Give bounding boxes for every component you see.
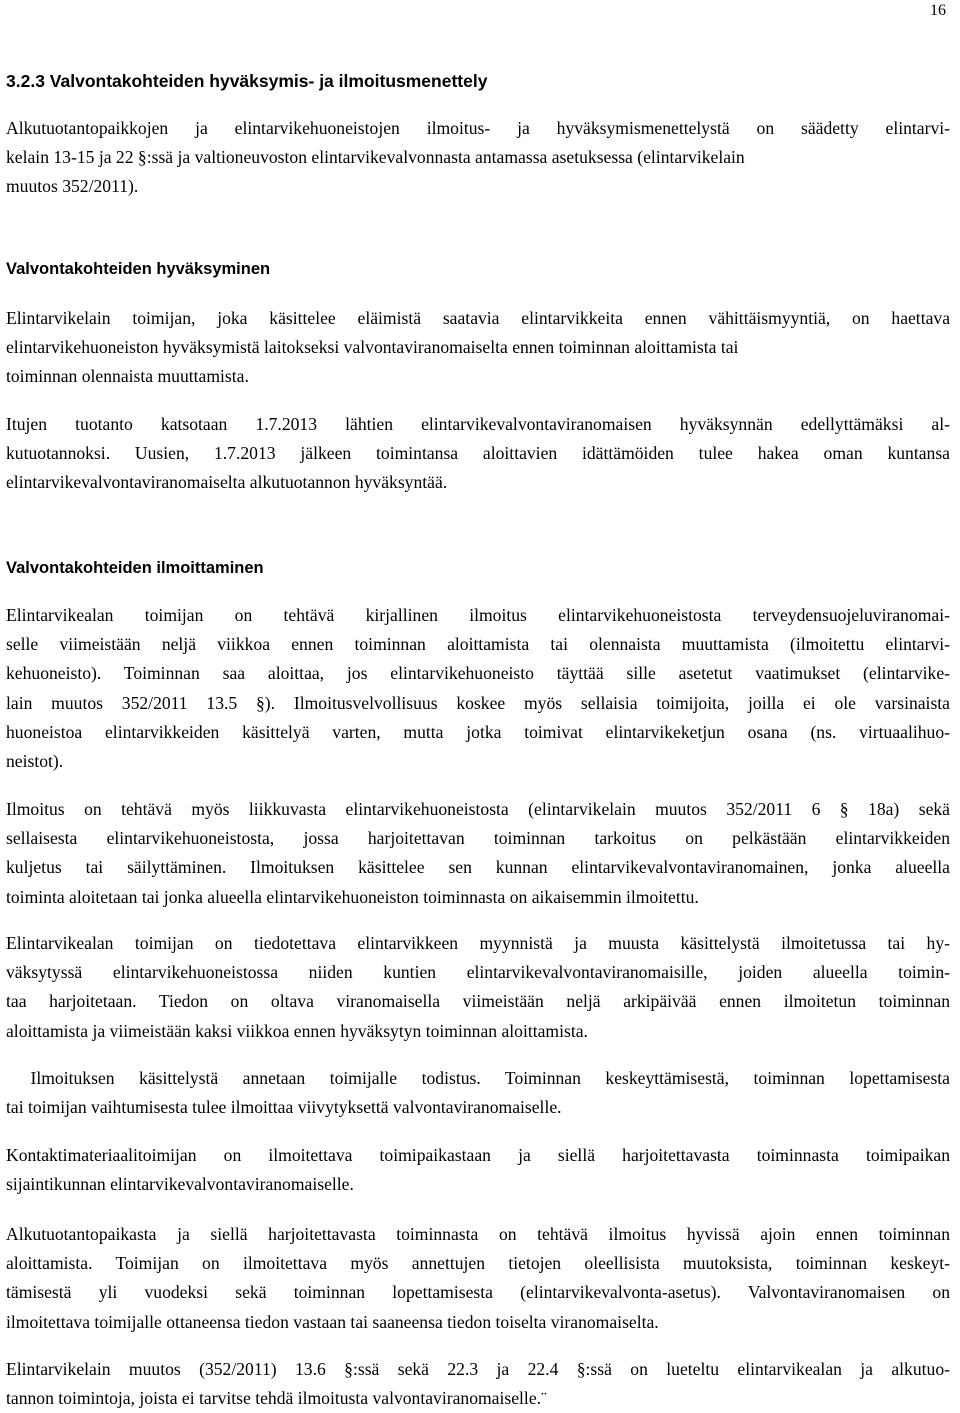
paragraph-line: tai toimijan vaihtumisesta tulee ilmoittaa viivytyksettä valvontaviranomaiselle. <box>6 1097 562 1118</box>
paragraph-line: Kontaktimateriaalitoimijan on ilmoitettava toimipaikastaan ja siellä harjoitettavasta toiminnasta toimipaikan <box>6 1145 950 1165</box>
notification-paragraph-5 <box>6 1141 950 1199</box>
paragraph-line: neistot). <box>6 751 64 772</box>
paragraph-line: tämisestä yli vuodeksi sekä toiminnan lopettamisesta (elintarvikevalvonta-asetus). Valvontaviranomaisen on <box>6 1282 950 1303</box>
notification-paragraph-4 <box>6 1064 950 1122</box>
paragraph-line: lain muutos 352/2011 13.5 §). Ilmoitusvelvollisuus koskee myös sellaisia toimijoita, joilla ei ole varsinaista <box>6 692 950 713</box>
paragraph-line: elintarvikevalvontaviranomaiselta alkutuotannon hyväksyntää. <box>6 472 448 493</box>
approval-paragraph-2 <box>6 410 950 498</box>
approval-paragraph-1 <box>6 304 950 392</box>
paragraph-line: Elintarvikelain toimijan, joka käsittelee eläimistä saatavia elintarvikkeita ennen vähittäismyyntiä, on haettava <box>6 308 950 328</box>
intro-line: Alkutuotantopaikkojen ja elintarvikehuoneistojen ilmoitus- ja hyväksymismenettelystä on säädetty elintarvi- <box>6 118 950 138</box>
intro-paragraph <box>6 114 950 202</box>
paragraph-line: Ilmoituksen käsittelystä annetaan toimijalle todistus. Toiminnan keskeyttämisestä, toiminnan lopettamisesta <box>6 1068 950 1088</box>
paragraph-line: Elintarvikealan toimijan on tehtävä kirjallinen ilmoitus elintarvikehuoneistosta terveydensuojeluviranomai- <box>6 605 950 625</box>
notification-paragraph-1 <box>6 601 950 776</box>
notification-paragraph-3 <box>6 929 950 1046</box>
paragraph-line: taa harjoitetaan. Tiedon on oltava viranomaisella viimeistään neljä arkipäivää ennen ilmoitetun toiminnan <box>6 991 950 1012</box>
paragraph-line: kuljetus tai säilyttäminen. Ilmoituksen käsittelee sen kunnan elintarvikevalvontaviranomainen, jonka alueella <box>6 857 950 878</box>
section-heading: 3.2.3 Valvontakohteiden hyväksymis- ja ilmoitusmenettely <box>6 71 488 91</box>
paragraph-line: sellaisesta elintarvikehuoneistosta, jossa harjoitettavan toiminnan tarkoitus on pelkästään elintarvikkeiden <box>6 828 950 849</box>
paragraph-line: toiminta aloitetaan tai jonka alueella elintarvikehuoneiston toiminnasta on aikaisemmin ilmoitettu. <box>6 886 699 907</box>
paragraph-line: kutuotannoksi. Uusien, 1.7.2013 jälkeen toimintansa aloittavien idättämöiden tulee hakea oman kuntansa <box>6 443 950 464</box>
page-number: 16 <box>930 2 946 19</box>
paragraph-line: Ilmoitus on tehtävä myös liikkuvasta elintarvikehuoneistosta (elintarvikelain muutos 352/2011 6 § 18a) sekä <box>6 799 950 819</box>
paragraph-line: tannon toimintoja, joista ei tarvitse tehdä ilmoitusta valvontaviranomaiselle.¨ <box>6 1388 547 1409</box>
notification-paragraph-7 <box>6 1355 950 1413</box>
notification-heading: Valvontakohteiden ilmoittaminen <box>6 559 264 577</box>
paragraph-line: Elintarvikelain muutos (352/2011) 13.6 §:ssä sekä 22.3 ja 22.4 §:ssä on lueteltu elintarvikealan ja alkutuo- <box>6 1359 950 1379</box>
paragraph-line: väksytyssä elintarvikehuoneistossa niiden kuntien elintarvikevalvontaviranomaisille, joiden alueella toimin- <box>6 962 950 983</box>
paragraph-line: Elintarvikealan toimijan on tiedotettava elintarvikkeen myynnistä ja muusta käsittelystä ilmoitetussa tai hy- <box>6 933 950 953</box>
intro-line: kelain 13-15 ja 22 §:ssä ja valtioneuvoston elintarvikevalvonnasta antamassa asetuksessa (elintarvikelain <box>6 147 745 168</box>
paragraph-line: ilmoitettava toimijalle ottaneensa tiedon vastaan tai saaneensa tiedon toiselta viranomaiselta. <box>6 1311 659 1332</box>
paragraph-line: Alkutuotantopaikasta ja siellä harjoitettavasta toiminnasta on tehtävä ilmoitus hyvissä ajoin ennen toiminnan <box>6 1224 950 1244</box>
paragraph-line: elintarvikehuoneiston hyväksymistä laitokseksi valvontaviranomaiselta ennen toiminnan aloittamista tai <box>6 337 739 358</box>
paragraph-line: Itujen tuotanto katsotaan 1.7.2013 lähtien elintarvikevalvontaviranomaisen hyväksynnän edellyttämäksi al- <box>6 414 950 434</box>
notification-paragraph-6 <box>6 1220 950 1337</box>
intro-line: muutos 352/2011). <box>6 176 139 197</box>
approval-heading: Valvontakohteiden hyväksyminen <box>6 260 271 278</box>
paragraph-line: selle viimeistään neljä viikkoa ennen toiminnan aloittamista tai olennaista muuttamista (ilmoitettu elintarvi- <box>6 634 950 655</box>
paragraph-line: kehuoneisto). Toiminnan saa aloittaa, jos elintarvikehuoneisto täyttää sille asetetut vaatimukset (elintarvike- <box>6 663 950 684</box>
paragraph-line: toiminnan olennaista muuttamista. <box>6 366 249 387</box>
paragraph-line: aloittamista ja viimeistään kaksi viikkoa ennen hyväksytyn toiminnan aloittamista. <box>6 1020 588 1041</box>
paragraph-line: huoneistoa elintarvikkeiden käsittelyä varten, mutta jotka toimivat elintarvikeketjun osana (ns. virtuaalihuo- <box>6 721 950 742</box>
paragraph-line: aloittamista. Toimijan on ilmoitettava myös annettujen tietojen oleellisista muutoksista, toiminnan keskeyt- <box>6 1253 950 1274</box>
paragraph-line: sijaintikunnan elintarvikevalvontaviranomaiselle. <box>6 1174 354 1195</box>
notification-paragraph-2 <box>6 795 950 912</box>
